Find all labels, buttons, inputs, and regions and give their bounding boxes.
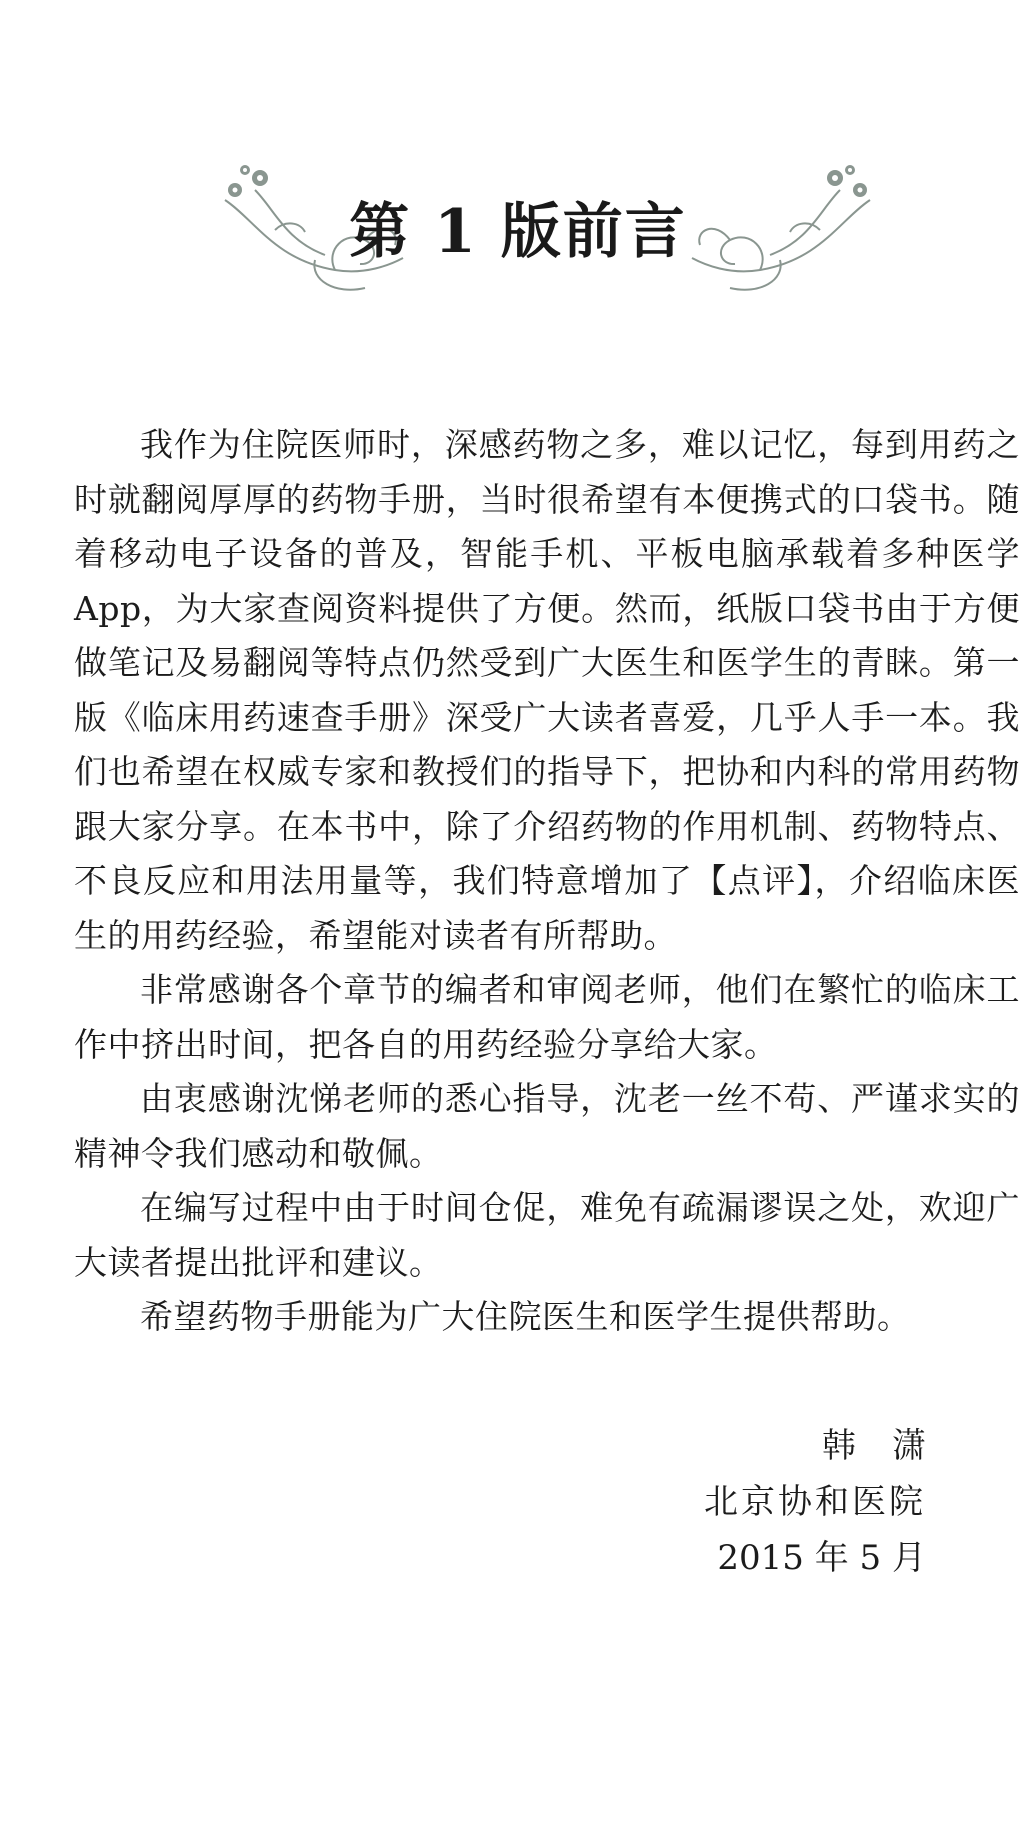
author-name: 韩潇 [822,1426,962,1466]
paragraph: 在编写过程中由于时间仓促，难免有疏漏谬误之处，欢迎广大读者提出批评和建议。 [74,1188,1020,1282]
author-organization: 北京协和医院 [704,1482,926,1522]
title-banner [0,160,1036,300]
paragraph: 希望药物手册能为广大住院医生和医学生提供帮助。 [140,1297,911,1336]
paragraph: 我作为住院医师时，深感药物之多，难以记忆，每到用药之时就翻阅厚厚的药物手册，当时很希望有本便携式的口袋书。随着移动电子设备的普及，智能手机、平板电脑承载着多种医学App，为大家查阅资料提供了方便。然而，纸版口袋书由于方便做笔记及易翻阅等特点仍然受到广大医生和医学生的青睐。第一版《临床用药速查手册》深受广大读者喜爱，几乎人手一本。我们也希望在权威专家和教授们的指导下，把协和内科的常用药物跟大家分享。在本书中，除了介绍药物的作用机制、药物特点、不良反应和用法用量等，我们特意增加了【点评】，介绍临床医生的用药经验，希望能对读者有所帮助。 [74,425,1020,955]
signature-date: 2015 年 5 月 [717,1538,926,1578]
paragraph: 非常感谢各个章节的编者和审阅老师，他们在繁忙的临床工作中挤出时间，把各自的用药经验分享给大家。 [74,970,1020,1064]
signature-block [704,1418,962,1586]
preface-body [74,418,1020,1345]
paragraph: 由衷感谢沈悌老师的悉心指导，沈老一丝不苟、严谨求实的精神令我们感动和敬佩。 [74,1079,1020,1173]
page-title: 第 1 版前言 [349,197,687,267]
